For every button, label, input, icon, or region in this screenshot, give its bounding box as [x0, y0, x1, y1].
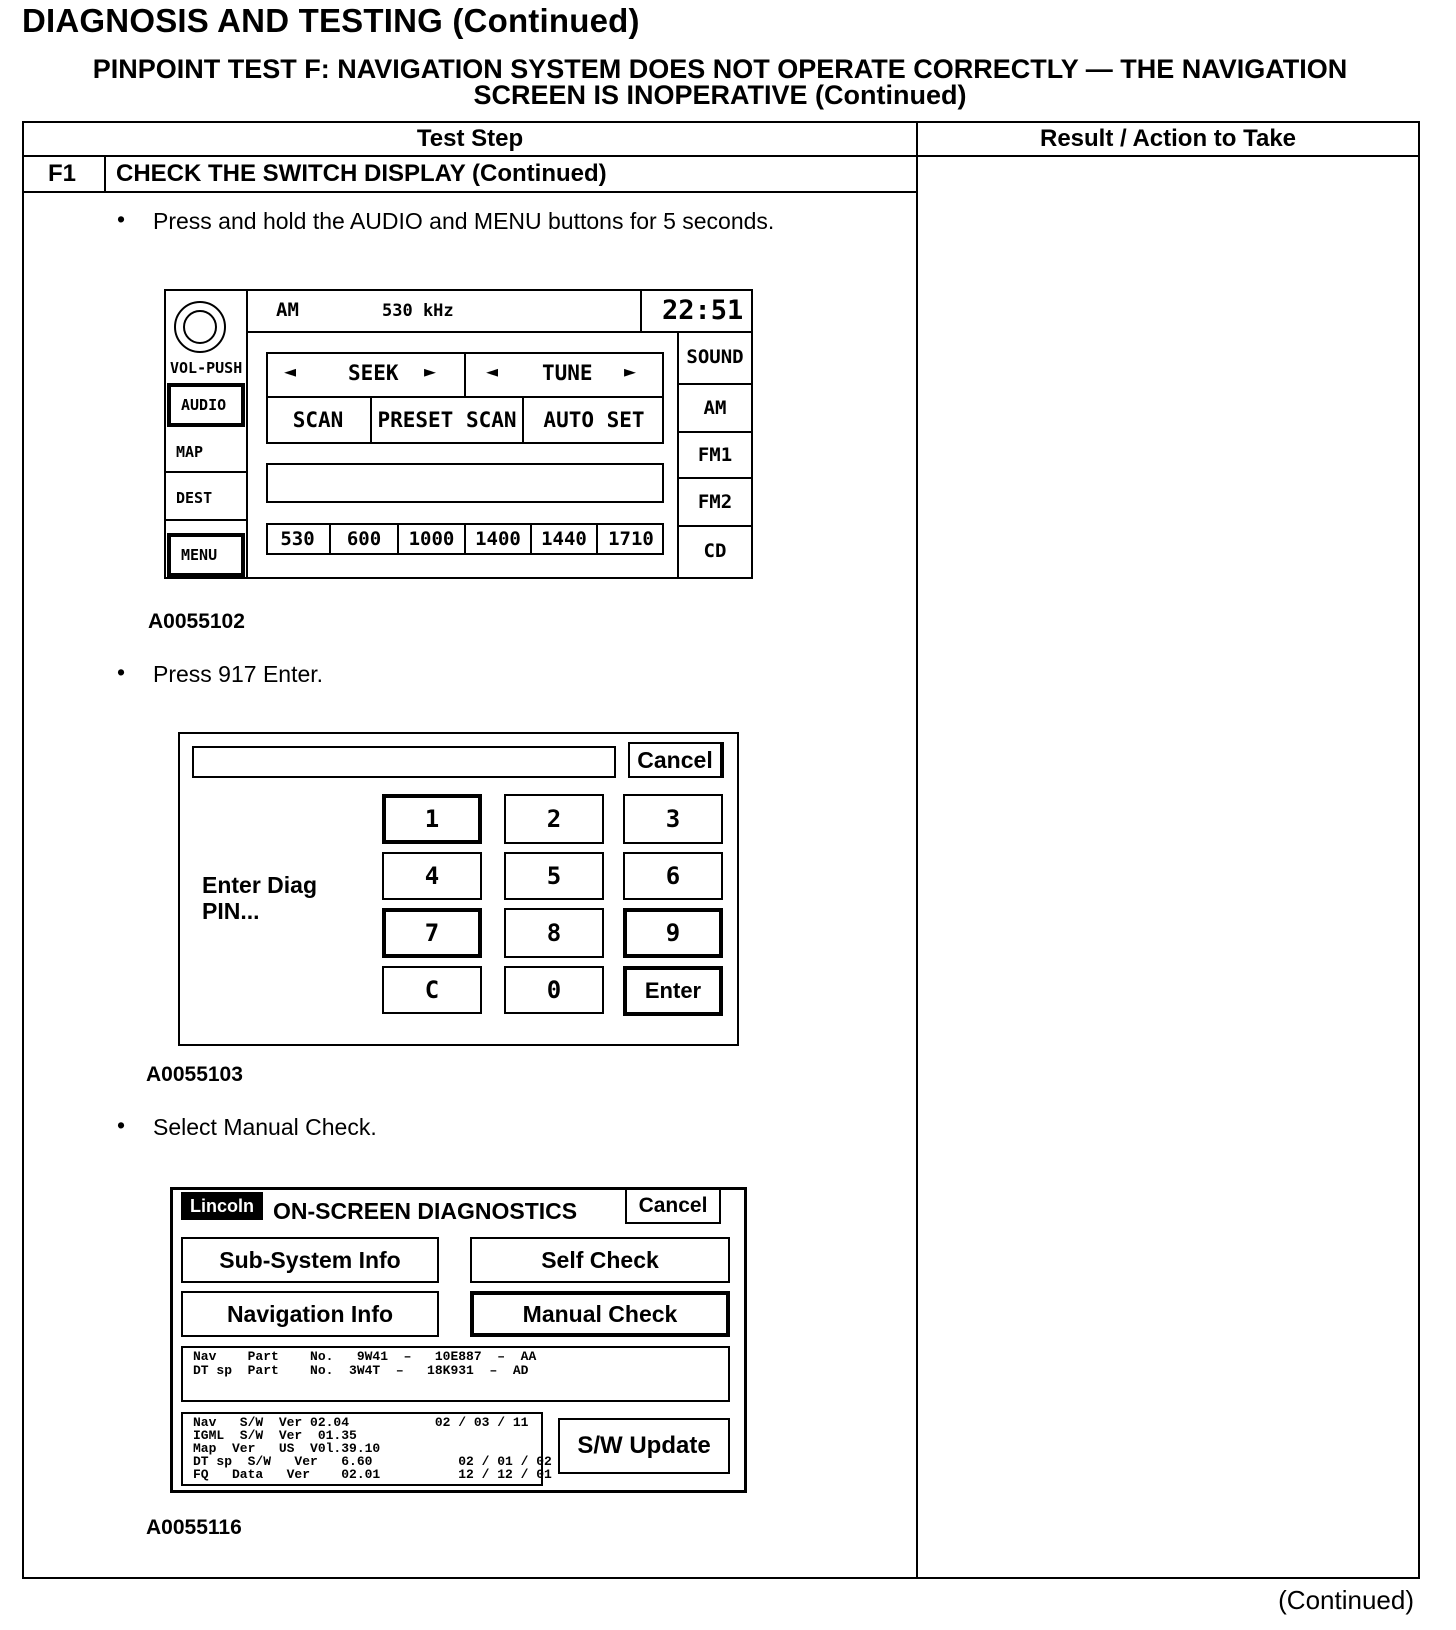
vol-push-label: VOL-PUSH: [170, 359, 243, 377]
preset-button[interactable]: 1000: [408, 528, 455, 550]
sub-system-info-button[interactable]: Sub-System Info: [181, 1237, 439, 1283]
on-screen-diagnostics-figure: [170, 1187, 747, 1493]
instruction-2: [117, 659, 324, 688]
step-title: CHECK THE SWITCH DISPLAY (Continued): [116, 160, 607, 187]
auto-set-button[interactable]: AUTO SET: [543, 408, 645, 432]
continued-label: (Continued): [1278, 1585, 1414, 1615]
self-check-button[interactable]: Self Check: [470, 1237, 730, 1283]
enter-button[interactable]: Enter: [623, 966, 723, 1016]
prompt-line-2: PIN...: [202, 898, 260, 924]
version-line: Map Ver US V0l.39.10: [193, 1441, 381, 1456]
header-result: Result / Action to Take: [1039, 125, 1297, 152]
figure-id: A0055103: [146, 1063, 243, 1086]
clock: 22:51: [662, 295, 744, 326]
seek-left-arrow[interactable]: ◄: [284, 359, 297, 383]
part-line-2: DT sp Part No. 3W4T – 18K931 – AD: [193, 1363, 529, 1378]
version-line: IGML S/W Ver 01.35: [193, 1428, 357, 1443]
test-title-line-1: PINPOINT TEST F: NAVIGATION SYSTEM DOES NOT OPERATE CORRECTLY — THE NAVIGATION: [92, 54, 1348, 84]
divider: [679, 383, 751, 385]
divider: [679, 525, 751, 527]
key-5[interactable]: 5: [504, 852, 604, 900]
cancel-button[interactable]: Cancel: [628, 742, 724, 778]
instruction-1: [117, 206, 775, 235]
instruction-text: Press 917 Enter.: [153, 661, 324, 687]
divider: [679, 431, 751, 433]
key-6[interactable]: 6: [623, 852, 723, 900]
tune-left-arrow[interactable]: ◄: [486, 359, 499, 383]
pin-input-field[interactable]: [192, 746, 616, 778]
software-version-panel: [181, 1412, 552, 1486]
step-row-divider: [22, 191, 918, 193]
key-clear[interactable]: C: [382, 966, 482, 1014]
volume-knob-inner: [183, 310, 217, 344]
part-number-panel: [181, 1346, 730, 1402]
test-title-line-2: SCREEN IS INOPERATIVE (Continued): [473, 80, 967, 110]
pin-prompt: [202, 872, 317, 924]
tune-label: TUNE: [542, 361, 593, 385]
divider: [166, 519, 248, 521]
station-display-field: [266, 463, 664, 503]
header-divider: [22, 155, 1420, 157]
version-line: DT sp S/W Ver 6.60 02 / 01 / 02: [193, 1454, 552, 1469]
divider: [464, 352, 466, 398]
frequency-label: 530 kHz: [382, 301, 454, 321]
bullet: •: [117, 659, 126, 685]
key-2[interactable]: 2: [504, 794, 604, 844]
clock-divider: [640, 291, 642, 331]
key-7[interactable]: 7: [382, 908, 482, 958]
version-line: FQ Data Ver 02.01 12 / 12 / 01: [193, 1467, 552, 1482]
part-line-1: Nav Part No. 9W41 – 10E887 – AA: [193, 1349, 537, 1364]
preset-button[interactable]: 600: [346, 528, 382, 550]
seek-label: SEEK: [348, 361, 399, 385]
sound-button[interactable]: SOUND: [686, 346, 744, 368]
page-title: DIAGNOSIS AND TESTING (Continued): [22, 2, 640, 39]
manual-check-button[interactable]: Manual Check: [470, 1291, 730, 1337]
preset-button[interactable]: 1400: [475, 528, 521, 550]
diagnostics-title: ON-SCREEN DIAGNOSTICS: [273, 1198, 578, 1224]
audio-screen-figure: [164, 289, 753, 579]
cancel-button[interactable]: Cancel: [625, 1187, 721, 1224]
header-test-step: Test Step: [416, 125, 524, 152]
audio-button[interactable]: AUDIO: [167, 383, 245, 427]
key-4[interactable]: 4: [382, 852, 482, 900]
scan-button[interactable]: SCAN: [292, 408, 344, 432]
sw-update-button[interactable]: S/W Update: [558, 1418, 730, 1474]
menu-button[interactable]: MENU: [167, 533, 245, 577]
bullet: •: [117, 1112, 126, 1138]
key-0[interactable]: 0: [504, 966, 604, 1014]
prompt-line-1: Enter Diag: [202, 872, 318, 898]
key-9[interactable]: 9: [623, 908, 723, 958]
version-line: Nav S/W Ver 02.04 02 / 03 / 11: [193, 1415, 529, 1430]
fm1-button[interactable]: FM1: [697, 444, 733, 466]
key-1[interactable]: 1: [382, 794, 482, 844]
preset-button[interactable]: 1440: [541, 528, 587, 550]
cd-button[interactable]: CD: [703, 540, 727, 562]
divider: [166, 471, 248, 473]
lincoln-logo: Lincoln: [181, 1192, 263, 1220]
bullet: •: [117, 206, 126, 232]
dest-button[interactable]: DEST: [176, 489, 213, 507]
top-bar-divider: [248, 331, 751, 333]
instruction-text: Press and hold the AUDIO and MENU buttons for 5 seconds.: [153, 208, 775, 234]
divider: [679, 477, 751, 479]
preset-scan-button[interactable]: PRESET SCAN: [377, 408, 517, 432]
preset-button[interactable]: 1710: [608, 528, 654, 550]
tune-right-arrow[interactable]: ►: [624, 359, 637, 383]
map-button[interactable]: MAP: [176, 443, 204, 461]
key-3[interactable]: 3: [623, 794, 723, 844]
instruction-3: [117, 1112, 377, 1141]
am-button[interactable]: AM: [703, 397, 727, 419]
navigation-info-button[interactable]: Navigation Info: [181, 1291, 439, 1337]
key-8[interactable]: 8: [504, 908, 604, 958]
pinpoint-test-title: [30, 56, 1410, 108]
step-id-divider: [104, 155, 106, 193]
step-id: F1: [48, 160, 77, 187]
volume-knob[interactable]: [174, 301, 226, 353]
preset-button[interactable]: 530: [280, 528, 315, 550]
fm2-button[interactable]: FM2: [697, 491, 733, 513]
seek-right-arrow[interactable]: ►: [424, 359, 437, 383]
instruction-text: Select Manual Check.: [153, 1114, 377, 1140]
figure-id: A0055116: [146, 1516, 242, 1539]
pin-entry-figure: [178, 732, 739, 1046]
band-label: AM: [276, 299, 299, 321]
figure-id: A0055102: [148, 610, 245, 633]
column-divider: [916, 121, 918, 1579]
